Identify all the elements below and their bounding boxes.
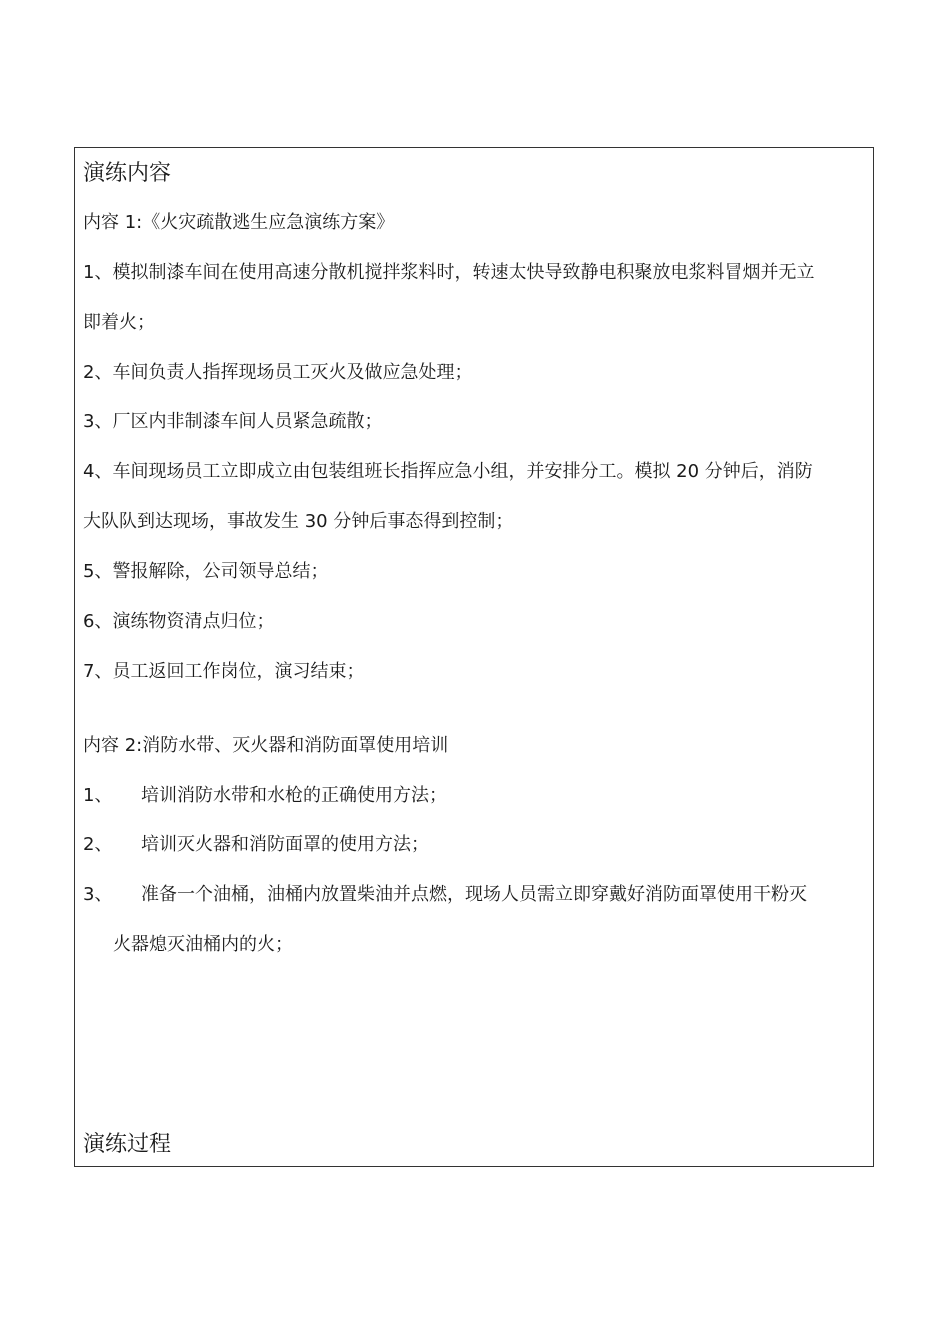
section-title-drill-content: 演练内容 <box>83 161 172 186</box>
content1-item3: 3、厂区内非制漆车间人员紧急疏散； <box>83 411 383 432</box>
content2-item3-text-line2: 火器熄灭油桶内的火； <box>113 934 293 955</box>
section-title-drill-process: 演练过程 <box>83 1132 172 1157</box>
content1-item1-line2: 即着火； <box>83 312 155 333</box>
content1-title: 内容 1:《火灾疏散逃生应急演练方案》 <box>83 212 395 233</box>
content2-item3-text-line1: 准备一个油桶，油桶内放置柴油并点燃，现场人员需立即穿戴好消防面罩使用干粉灭 <box>141 884 807 905</box>
content1-item4-line1: 4、车间现场员工立即成立由包装组班长指挥应急小组，并安排分工。模拟 20 分钟后，消防 <box>83 461 813 482</box>
content1-item1-line1: 1、模拟制漆车间在使用高速分散机搅拌浆料时，转速太快导致静电积聚放电浆料冒烟并无立 <box>83 262 815 283</box>
content1-item4-line2: 大队队到达现场，事故发生 30 分钟后事态得到控制； <box>83 511 514 532</box>
content2-item3-number: 3、 <box>83 884 113 905</box>
content1-item2: 2、车间负责人指挥现场员工灭火及做应急处理； <box>83 362 473 383</box>
content1-item7: 7、员工返回工作岗位，演习结束； <box>83 661 365 682</box>
content1-item6: 6、演练物资清点归位； <box>83 611 275 632</box>
content2-item1-number: 1、 <box>83 785 113 806</box>
content2-item2 <box>83 833 429 857</box>
content2-item1 <box>83 784 447 808</box>
content2-item2-number: 2、 <box>83 834 113 855</box>
content2-item2-text: 培训灭火器和消防面罩的使用方法； <box>141 834 429 855</box>
content2-item3 <box>83 883 807 907</box>
content2-item1-text: 培训消防水带和水枪的正确使用方法； <box>141 785 447 806</box>
content2-title: 内容 2:消防水带、灭火器和消防面罩使用培训 <box>83 735 449 756</box>
drill-content-box <box>74 147 874 1167</box>
content1-item5: 5、警报解除，公司领导总结； <box>83 561 329 582</box>
